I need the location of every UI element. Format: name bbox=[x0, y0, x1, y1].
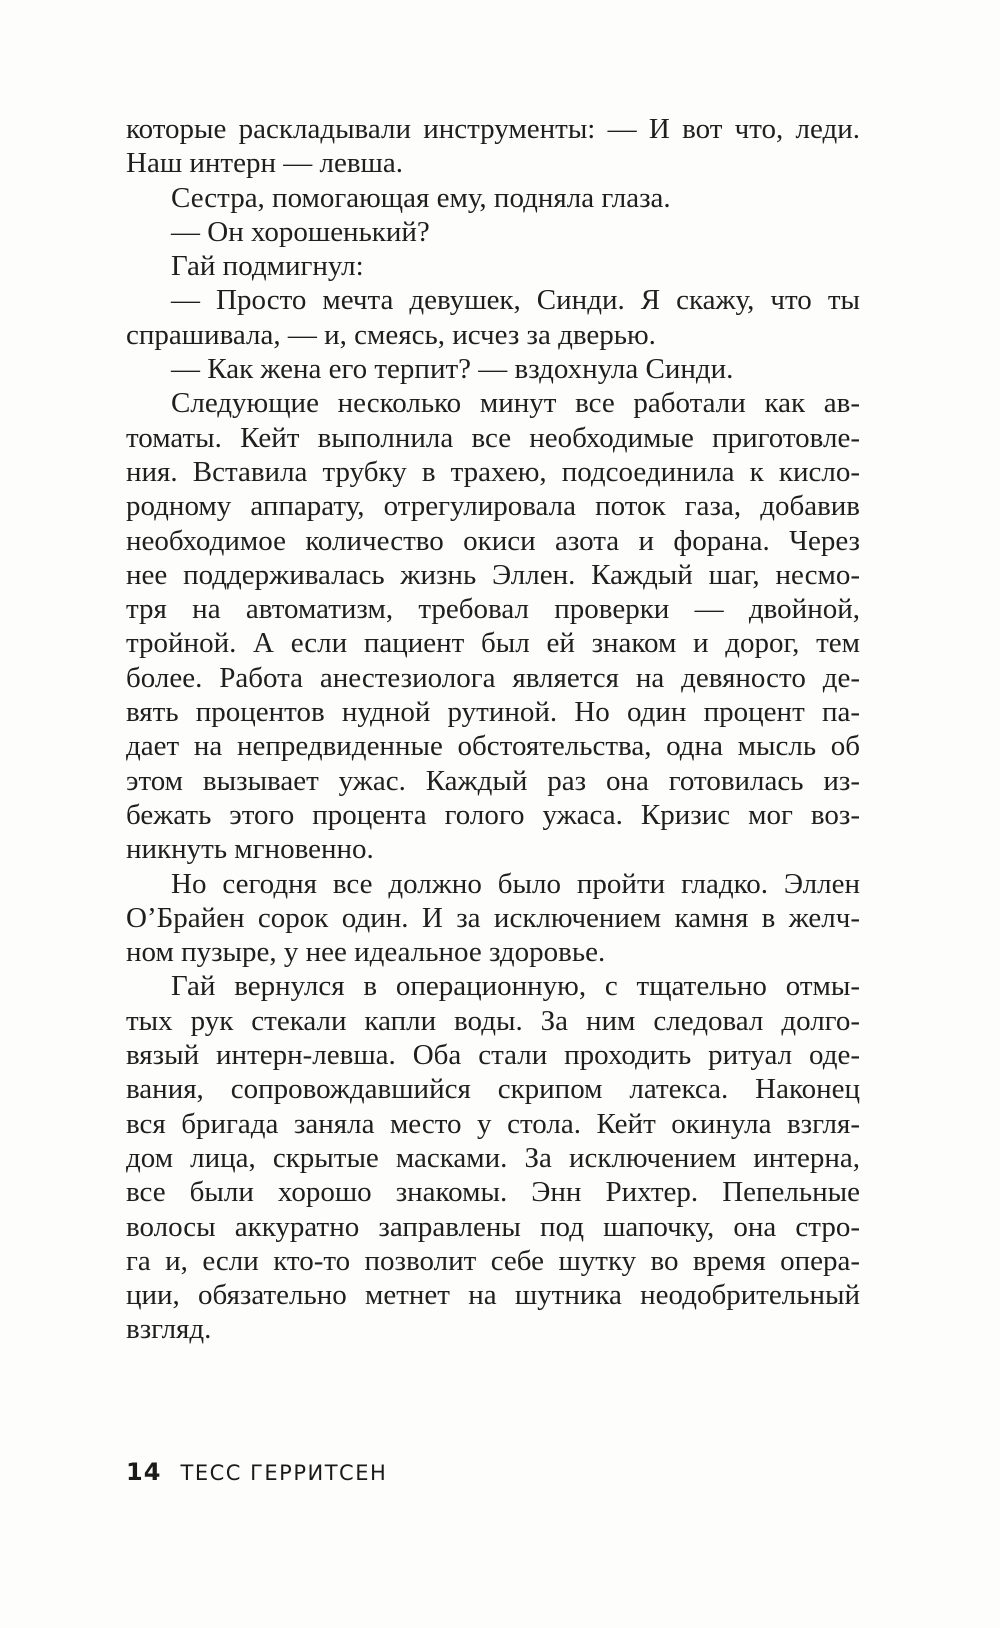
text-line: — Он хорошенький? bbox=[171, 215, 430, 248]
text-line: которые раскладывали инструменты: — И вот что, леди. bbox=[126, 113, 860, 145]
text-line: нее поддерживалась жизнь Эллен. Каждый шаг, несмо- bbox=[126, 558, 860, 591]
text-line: томаты. Кейт выполнила все необходимые приготовле- bbox=[126, 421, 860, 454]
text-line: никнуть мгновенно. bbox=[126, 833, 374, 866]
text-line: тря на автоматизм, требовал проверки — двойной, bbox=[126, 593, 860, 626]
text-line: вания, сопровождавшийся скрипом латекса. Наконец bbox=[126, 1073, 860, 1106]
text-line: тройной. А если пациент был ей знаком и дорог, тем bbox=[126, 627, 860, 660]
text-line: — Просто мечта девушек, Синди. Я скажу, что ты bbox=[171, 284, 860, 317]
text-line: более. Работа анестезиолога является на девяносто де- bbox=[126, 661, 860, 694]
text-line: родному аппарату, отрегулировала поток газа, добавив bbox=[126, 490, 860, 523]
text-line: ции, обязательно метнет на шутника неодобрительный bbox=[126, 1279, 860, 1312]
text-line: Гай вернулся в операционную, с тщательно отмы- bbox=[171, 970, 860, 1003]
text-line: дает на непредвиденные обстоятельства, одна мысль об bbox=[126, 730, 860, 763]
text-line: О’Брайен сорок один. И за исключением камня в желч- bbox=[126, 901, 860, 934]
text-line: этом вызывает ужас. Каждый раз она готовилась из- bbox=[126, 764, 860, 797]
page-number: 14 bbox=[126, 1458, 162, 1486]
text-line: — Как жена его терпит? — вздохнула Синди. bbox=[171, 353, 734, 386]
text-line: необходимое количество окиси азота и форана. Через bbox=[126, 524, 860, 557]
text-line: Следующие несколько минут все работали как ав- bbox=[171, 387, 860, 420]
text-line: Сестра, помогающая ему, подняла глаза. bbox=[171, 181, 671, 214]
text-line: взгляд. bbox=[126, 1313, 212, 1346]
text-line: вся бригада заняла место у стола. Кейт окинула взгля- bbox=[126, 1107, 860, 1140]
text-line: ном пузыре, у нее идеальное здоровье. bbox=[126, 936, 606, 969]
text-line: вязый интерн-левша. Оба стали проходить ритуал оде- bbox=[126, 1039, 860, 1072]
text-line: бежать этого процента голого ужаса. Кризис мог воз- bbox=[126, 798, 860, 831]
text-line: все были хорошо знакомы. Энн Рихтер. Пепельные bbox=[126, 1176, 860, 1209]
text-line: дом лица, скрытые масками. За исключением интерна, bbox=[126, 1141, 860, 1174]
text-line: вять процентов нудной рутиной. Но один процент па- bbox=[126, 696, 860, 729]
text-line: Наш интерн — левша. bbox=[126, 147, 403, 180]
text-line: ния. Вставила трубку в трахею, подсоединила к кисло- bbox=[126, 455, 860, 488]
text-line: Гай подмигнул: bbox=[171, 250, 364, 283]
text-line: волосы аккуратно заправлены под шапочку, она стро- bbox=[126, 1210, 860, 1243]
page-footer bbox=[126, 1458, 387, 1486]
body-text bbox=[126, 112, 860, 1347]
text-line: га и, если кто-то позволит себе шутку во время опера- bbox=[126, 1244, 860, 1277]
text-line: Но сегодня все должно было пройти гладко. Эллен bbox=[171, 867, 860, 900]
text-line: тых рук стекали капли воды. За ним следовал долго- bbox=[126, 1004, 860, 1037]
text-line: спрашивала, — и, смеясь, исчез за дверью. bbox=[126, 318, 656, 351]
running-head: ТЕСС ГЕРРИТСЕН bbox=[180, 1461, 388, 1485]
